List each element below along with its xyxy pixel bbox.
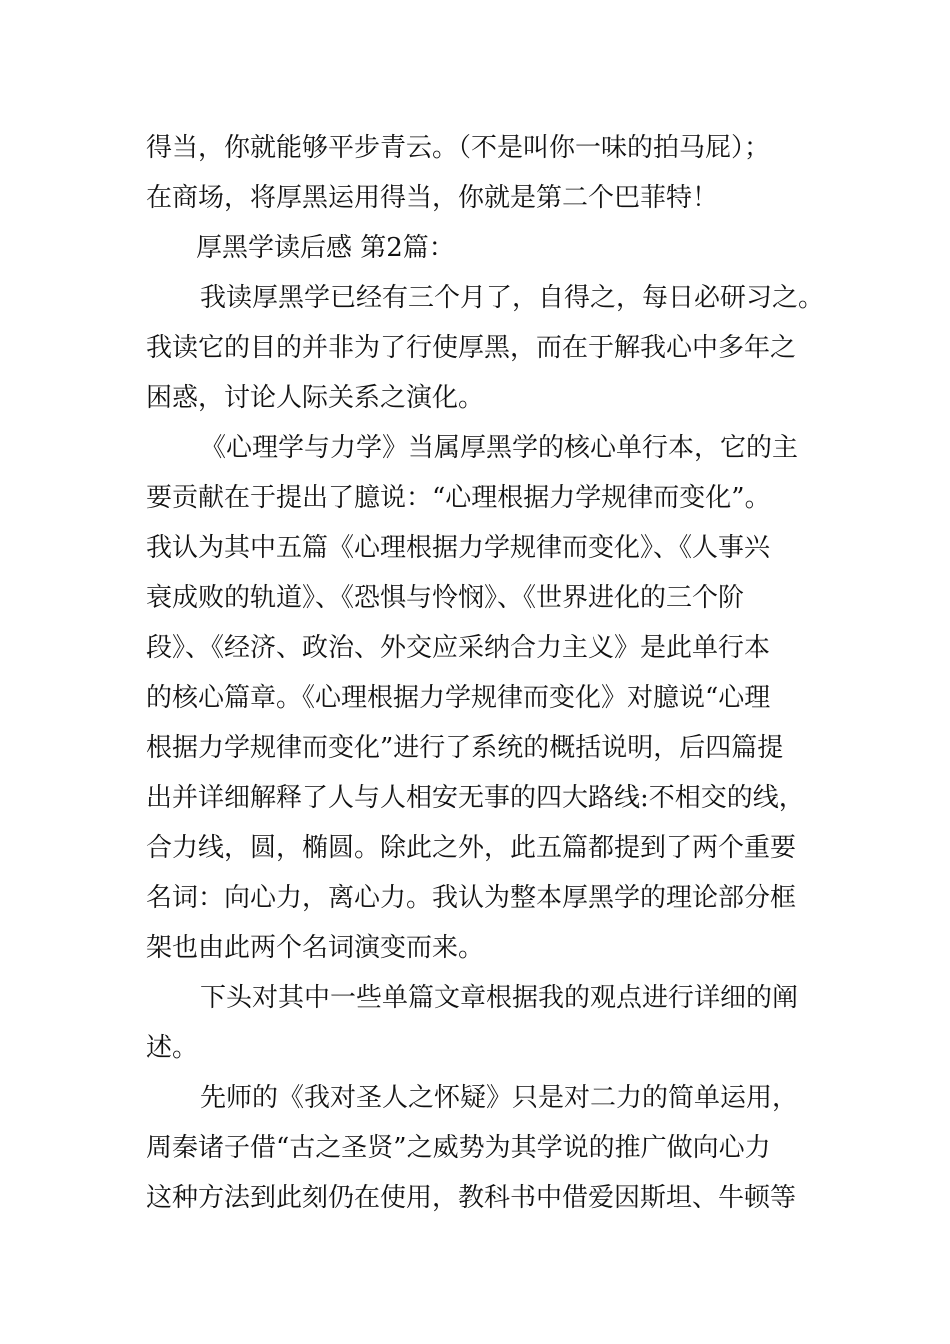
text-line-8: 要贡献在于提出了臆说：“心理根据力学规律而变化”。 [146, 483, 771, 513]
text-line-2: 在商场，将厚黑运用得当，你就是第二个巴菲特！ [146, 183, 719, 213]
text-line-6: 困惑，讨论人际关系之演化。 [146, 383, 485, 413]
text-line-19: 述。 [146, 1033, 199, 1063]
text-line-22: 这种方法到此刻仍在使用，教科书中借爱因斯坦、牛顿等 [146, 1183, 797, 1213]
text-line-4: 我读厚黑学已经有三个月了，自得之，每日必研习之。 [200, 283, 825, 313]
text-line-21: 周秦诸子借“古之圣贤”之威势为其学说的推广做向心力 [146, 1133, 771, 1163]
text-line-14: 出并详细解释了人与人相安无事的四大路线:不相交的线， [146, 783, 805, 813]
text-line-9: 我认为其中五篇《心理根据力学规律而变化》、《人事兴 [146, 533, 771, 563]
text-line-7: 《心理学与力学》当属厚黑学的核心单行本，它的主 [200, 433, 799, 463]
text-line-11: 段》、《经济、政治、外交应采纳合力主义》是此单行本 [146, 633, 771, 663]
text-line-18: 下头对其中一些单篇文章根据我的观点进行详细的阐 [200, 983, 799, 1013]
text-line-1: 得当，你就能够平步青云。（不是叫你一味的拍马屁）； [146, 133, 771, 163]
text-line-15: 合力线，圆，椭圆。除此之外，此五篇都提到了两个重要 [146, 833, 797, 863]
text-line-20: 先师的《我对圣人之怀疑》只是对二力的简单运用， [200, 1083, 799, 1113]
text-line-17: 架也由此两个名词演变而来。 [146, 933, 485, 963]
text-line-16: 名词：向心力，离心力。我认为整本厚黑学的理论部分框 [146, 883, 797, 913]
section-heading: 厚黑学读后感 第2篇： [196, 233, 455, 263]
text-line-12: 的核心篇章。《心理根据力学规律而变化》对臆说“心理 [146, 683, 771, 713]
text-line-13: 根据力学规律而变化”进行了系统的概括说明，后四篇提 [146, 733, 784, 763]
text-line-10: 衰成败的轨道》、《恐惧与怜悯》、《世界进化的三个阶 [146, 583, 745, 613]
text-line-5: 我读它的目的并非为了行使厚黑，而在于解我心中多年之 [146, 333, 797, 363]
